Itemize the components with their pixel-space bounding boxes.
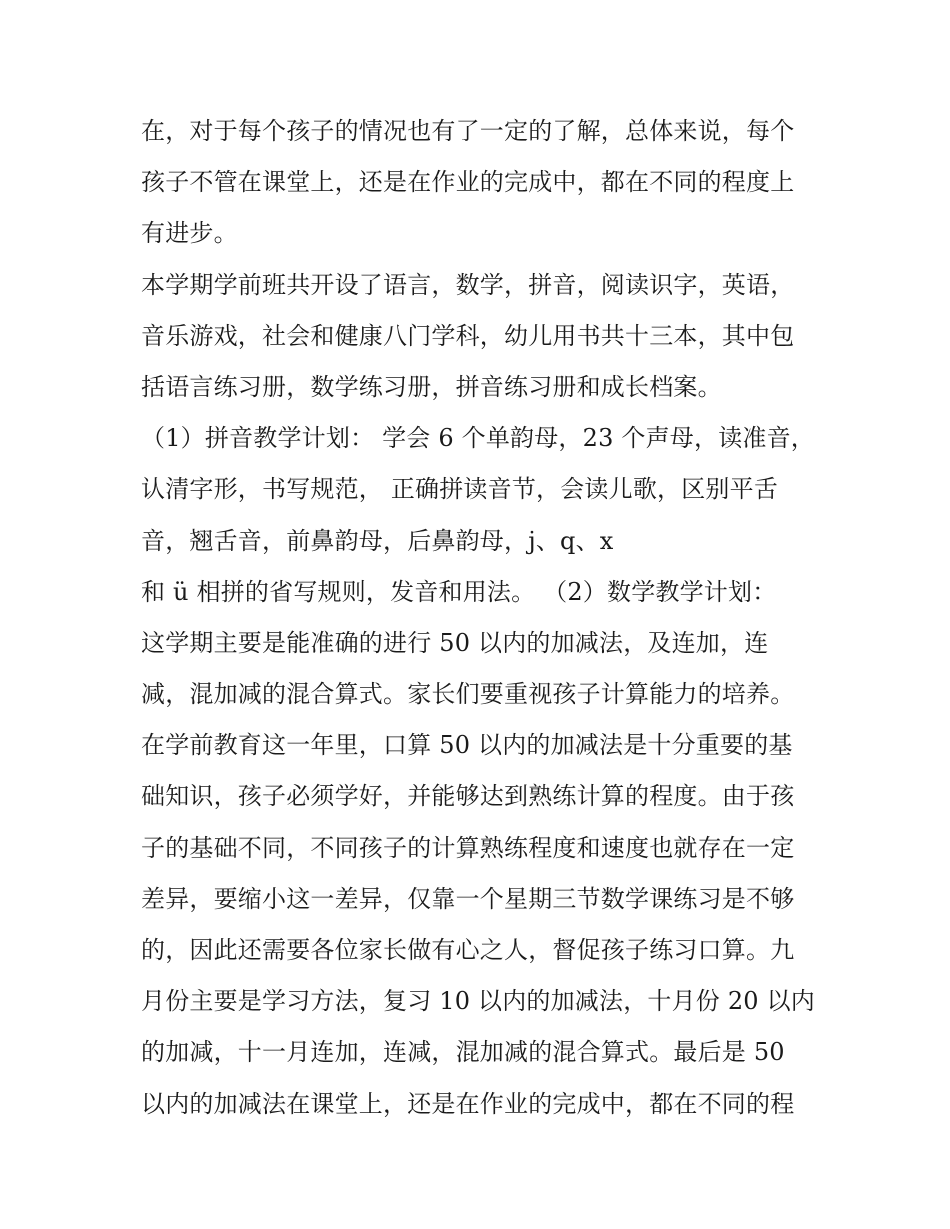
text-line: （1）拼音教学计划： 学会 6 个单韵母，23 个声母，读准音，	[141, 424, 815, 453]
text-line: 减，混加减的混合算式。家长们要重视孩子计算能力的培养。	[141, 680, 795, 709]
text-line: 括语言练习册，数学练习册，拼音练习册和成长档案。	[141, 372, 722, 401]
text-line: 在学前教育这一年里，口算 50 以内的加减法是十分重要的基	[141, 731, 793, 760]
text-line: 孩子不管在课堂上，还是在作业的完成中，都在不同的程度上	[141, 168, 795, 197]
body-text	[141, 106, 831, 1130]
text-line: 这学期主要是能准确的进行 50 以内的加减法，及连加，连	[141, 628, 769, 657]
text-line: 本学期学前班共开设了语言，数学，拼音，阅读识字，英语，	[141, 270, 795, 299]
text-line: 以内的加减法在课堂上，还是在作业的完成中，都在不同的程	[141, 1089, 795, 1118]
text-line: 音乐游戏，社会和健康八门学科，幼儿用书共十三本，其中包	[141, 321, 795, 350]
text-line: 的加减，十一月连加，连减，混加减的混合算式。最后是 50	[141, 1038, 785, 1067]
text-line: 础知识，孩子必须学好，并能够达到熟练计算的程度。由于孩	[141, 782, 795, 811]
text-line: 有进步。	[141, 219, 238, 248]
text-line: 在，对于每个孩子的情况也有了一定的了解，总体来说，每个	[141, 117, 795, 145]
text-line: 的，因此还需要各位家长做有心之人，督促孩子练习口算。九	[141, 936, 795, 964]
text-line: 月份主要是学习方法，复习 10 以内的加减法，十月份 20 以内	[141, 987, 815, 1016]
text-line: 认清字形，书写规范， 正确拼读音节，会读儿歌，区别平舌	[141, 475, 779, 504]
text-line: 差异，要缩小这一差异，仅靠一个星期三节数学课练习是不够	[141, 884, 795, 913]
text-line: 和 ü 相拼的省写规则，发音和用法。 （2）数学教学计划：	[141, 577, 777, 606]
text-line: 音，翘舌音，前鼻韵母，后鼻韵母，j、q、x	[141, 526, 614, 555]
text-line: 子的基础不同，不同孩子的计算熟练程度和速度也就存在一定	[141, 833, 795, 862]
